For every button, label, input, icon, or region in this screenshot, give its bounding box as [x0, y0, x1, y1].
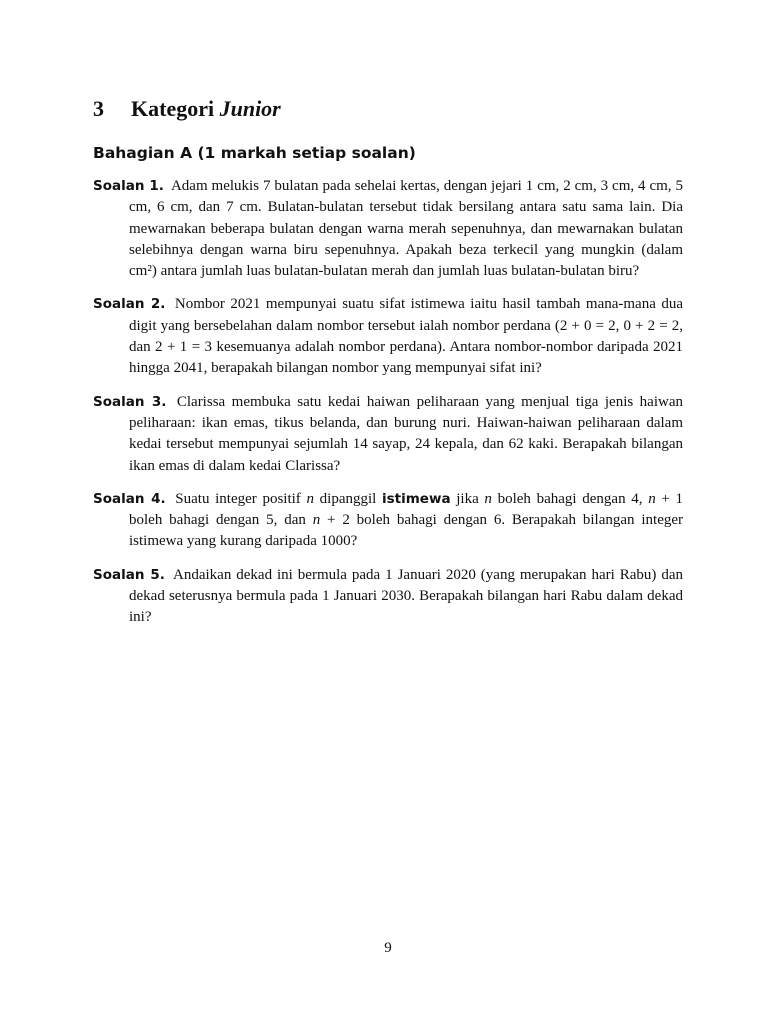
question-1: [93, 176, 683, 282]
math-variable: n: [648, 490, 656, 507]
question-text: Nombor 2021 mempunyai suatu sifat istimewa iaitu hasil tambah mana-mana dua digit yang bersebelahan dalam nombor tersebut ialah nombor perdana (2 + 0 = 2, 0 + 2 = 2, dan 2 + 1 = 3 kesemuanya adalah nombor perdana). Antara nombor-nombor daripada 2021 hingga 2041, berapakah bilangan nombor yang mempunyai sifat ini?: [129, 296, 684, 377]
question-text: Adam melukis 7 bulatan pada sehelai kertas, dengan jejari 1 cm, 2 cm, 3 cm, 4 cm, 5 cm, 6 cm, dan 7 cm. Bulatan-bulatan tersebut tidak bersilang antara satu sama lain. Dia mewarnakan beberapa bulatan dengan warna merah sepenuhnya, dan mewarnakan bulatan selebihnya dengan warna biru sepenuhnya. Apakah beza terkecil yang mungkin (dalam cm²) antara jumlah luas bulatan-bulatan merah dan jumlah luas bulatan-bulatan biru?: [129, 178, 683, 280]
question-label: Soalan 3.: [93, 393, 167, 410]
document-page: [93, 0, 683, 1024]
math-variable: n: [306, 490, 314, 507]
emphasized-term: istimewa: [382, 490, 451, 507]
question-label: Soalan 5.: [93, 566, 165, 583]
question-2: [93, 294, 683, 379]
section-title-italic: Junior: [219, 96, 281, 121]
question-label: Soalan 1.: [93, 178, 164, 194]
question-5: [93, 565, 683, 629]
page-number: 9: [384, 940, 392, 956]
math-variable: n: [312, 512, 321, 529]
section-heading: [93, 96, 281, 122]
question-text-part: Suatu integer positif: [175, 490, 307, 507]
subsection-heading: Bahagian A (1 markah setiap soalan): [93, 144, 416, 162]
question-text-part: boleh bahagi dengan 4,: [491, 490, 649, 507]
question-3: [93, 392, 683, 477]
question-label: Soalan 4.: [93, 490, 166, 507]
question-label: Soalan 2.: [93, 296, 166, 313]
question-text-part: + 1 boleh bahagi dengan 5, dan: [129, 490, 684, 529]
section-number: 3: [93, 96, 104, 121]
section-title-plain: Kategori: [131, 96, 220, 121]
question-text: Clarissa membuka satu kedai haiwan peliharaan yang menjual tiga jenis haiwan peliharaan: ikan emas, tikus belanda, dan burung nuri. Haiwan-haiwan peliharaan dalam kedai tersebut mempunyai sejumlah 14 sayap, 24 kepala, dan 62 kaki. Berapakah bilangan ikan emas di dalam kedai Clarissa?: [129, 393, 683, 474]
question-text: Andaikan dekad ini bermula pada 1 Januari 2020 (yang merupakan hari Rabu) dan dekad seterusnya bermula pada 1 Januari 2030. Berapakah bilangan hari Rabu dalam dekad ini?: [129, 566, 683, 626]
math-variable: n: [484, 490, 492, 507]
question-list: [93, 176, 683, 641]
question-text-part: dipanggil: [313, 490, 382, 507]
question-text-part: + 2 boleh bahagi dengan 6. Berapakah bilangan integer istimewa yang kurang daripada 1000?: [129, 512, 684, 550]
question-4: [93, 489, 683, 553]
question-text-part: jika: [450, 490, 485, 507]
